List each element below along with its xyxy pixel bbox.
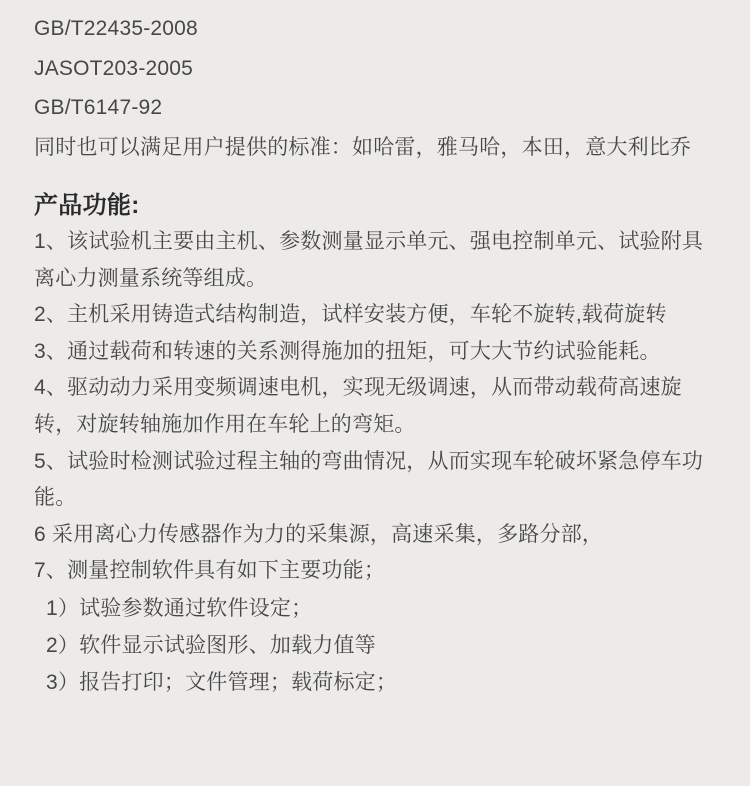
function-item-6: 6 采用离心力传感器作为力的采集源，高速采集，多路分部， [34, 522, 604, 546]
function-item-3: 3、通过载荷和转速的关系测得施加的扭矩，可大大节约试验能耗。 [34, 339, 661, 363]
product-functions-heading: 产品功能: [34, 192, 140, 219]
function-item-4: 4、驱动动力采用变频调速电机，实现无级调速，从而带动载荷高速旋转，对旋转轴施加作用在车轮上的弯矩。 [34, 376, 682, 436]
function-sub-item-1: 1）试验参数通过软件设定； [46, 596, 313, 620]
standards-section [34, 9, 712, 167]
function-item-1: 1、该试验机主要由主机、参数测量显示单元、强电控制单元、试验附具离心力测量系统等组成。 [34, 230, 704, 290]
function-sub-item-2: 2）软件显示试验图形、加载力值等 [46, 633, 376, 657]
standard-line: GB/T22435-2008 [34, 17, 198, 40]
function-sub-item-3: 3）报告打印；文件管理；载荷标定； [46, 670, 398, 694]
product-functions-section [34, 190, 712, 701]
standard-line: GB/T6147-92 [34, 96, 163, 119]
function-item-5: 5、试验时检测试验过程主轴的弯曲情况，从而实现车轮破坏紧急停车功能。 [34, 449, 704, 510]
function-item-2: 2、主机采用铸造式结构制造，试样安装方便，车轮不旋转,载荷旋转 [34, 303, 667, 327]
function-item-7: 7、测量控制软件具有如下主要功能； [34, 559, 386, 583]
standards-note: 同时也可以满足用户提供的标准：如哈雷，雅马哈，本田，意大利比乔 [34, 135, 692, 159]
standard-line: JASOT203-2005 [34, 56, 194, 80]
